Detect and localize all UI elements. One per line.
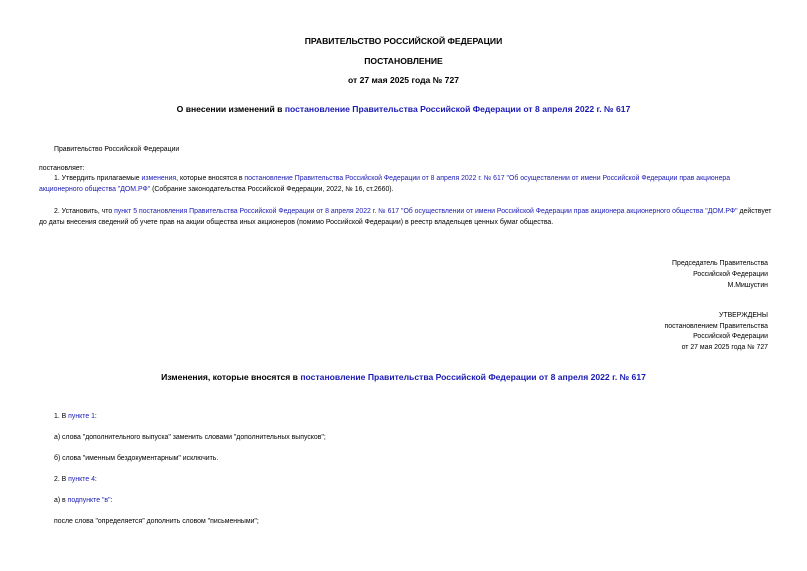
change-item-1-suffix: :	[94, 413, 97, 420]
changes-link[interactable]: изменения	[141, 175, 177, 182]
clause-4-link[interactable]: пункте 4	[68, 476, 95, 483]
change-item-2-prefix: 2. В	[54, 476, 69, 483]
paragraph-1-text-a: 1. Утвердить прилагаемые	[54, 175, 142, 182]
change-item-1	[54, 411, 97, 422]
decree-word: постановляет:	[39, 165, 85, 172]
approval-line-3: Российской Федерации	[693, 333, 768, 340]
document-title-prefix: О внесении изменений в	[176, 104, 285, 114]
approval-line-4: от 27 мая 2025 года № 727	[681, 344, 768, 351]
changes-title-decree-link[interactable]: постановление Правительства Российской Федерации от 8 апреля 2022 г. № 617	[300, 372, 646, 382]
change-item-1a: а) слова "дополнительного выпуска" заменить словами "дополнительных выпусков";	[54, 434, 326, 441]
change-item-2a-prefix: а) в	[54, 497, 68, 504]
signature-name: М.Мишустин	[727, 282, 768, 289]
paragraph-1-text-c: (Собрание законодательства Российской Федерации, 2022, № 16, ст.2660).	[150, 186, 394, 193]
document-title	[0, 104, 807, 114]
subclause-v-link[interactable]: подпункте "в"	[67, 497, 111, 504]
government-heading: ПРАВИТЕЛЬСТВО РОССИЙСКОЙ ФЕДЕРАЦИИ	[304, 36, 503, 46]
approval-stamp: УТВЕРЖДЕНЫ	[719, 312, 768, 319]
approval-line-2: постановлением Правительства	[664, 323, 768, 330]
paragraph-1-text-b: , которые вносятся в	[176, 175, 245, 182]
clause-1-link[interactable]: пункте 1	[68, 413, 95, 420]
paragraph-2-text-a: 2. Установить, что	[54, 208, 115, 215]
title-decree-link[interactable]: постановление Правительства Российской Федерации от 8 апреля 2022 г. № 617	[284, 104, 631, 114]
change-item-2-suffix: :	[94, 476, 97, 483]
clause-5-link[interactable]: пункт 5 постановления Правительства Российской Федерации от 8 апреля 2022 г. № 617 "Об осуществлении от имени Российской Федерации прав акционера акционерного общества "ДОМ.РФ"	[114, 208, 738, 215]
signature-title: Председатель Правительства	[672, 260, 768, 267]
change-item-2	[54, 474, 97, 485]
change-item-2a-text: после слова "определяется" дополнить словом "письменными";	[54, 518, 259, 525]
change-item-2a-suffix: :	[110, 497, 113, 504]
document-type: ПОСТАНОВЛЕНИЕ	[364, 56, 443, 66]
preamble: Правительство Российской Федерации	[54, 146, 180, 153]
decree-617-link[interactable]: постановление Правительства Российской Федерации от 8 апреля 2022 г. № 617 "Об осуществлении от имени Российской Федерации прав акционера акционерного общества "ДОМ.РФ"	[39, 175, 731, 193]
changes-title-prefix: Изменения, которые вносятся в	[161, 372, 301, 382]
change-item-2a	[54, 495, 112, 506]
paragraph-1	[39, 173, 773, 195]
change-item-1-prefix: 1. В	[54, 413, 69, 420]
paragraph-2-text-b: действует до даты внесения сведений об учете прав на акции общества иных акционеров (помимо Российской Федерации) в реестр владельцев ценных бумаг общества.	[39, 208, 772, 226]
signature-country: Российской Федерации	[693, 271, 768, 278]
paragraph-2	[39, 206, 773, 228]
changes-title	[0, 372, 807, 382]
document-date-number: от 27 мая 2025 года № 727	[347, 75, 460, 85]
change-item-1b: б) слова "именным бездокументарным" исключить.	[54, 455, 219, 462]
